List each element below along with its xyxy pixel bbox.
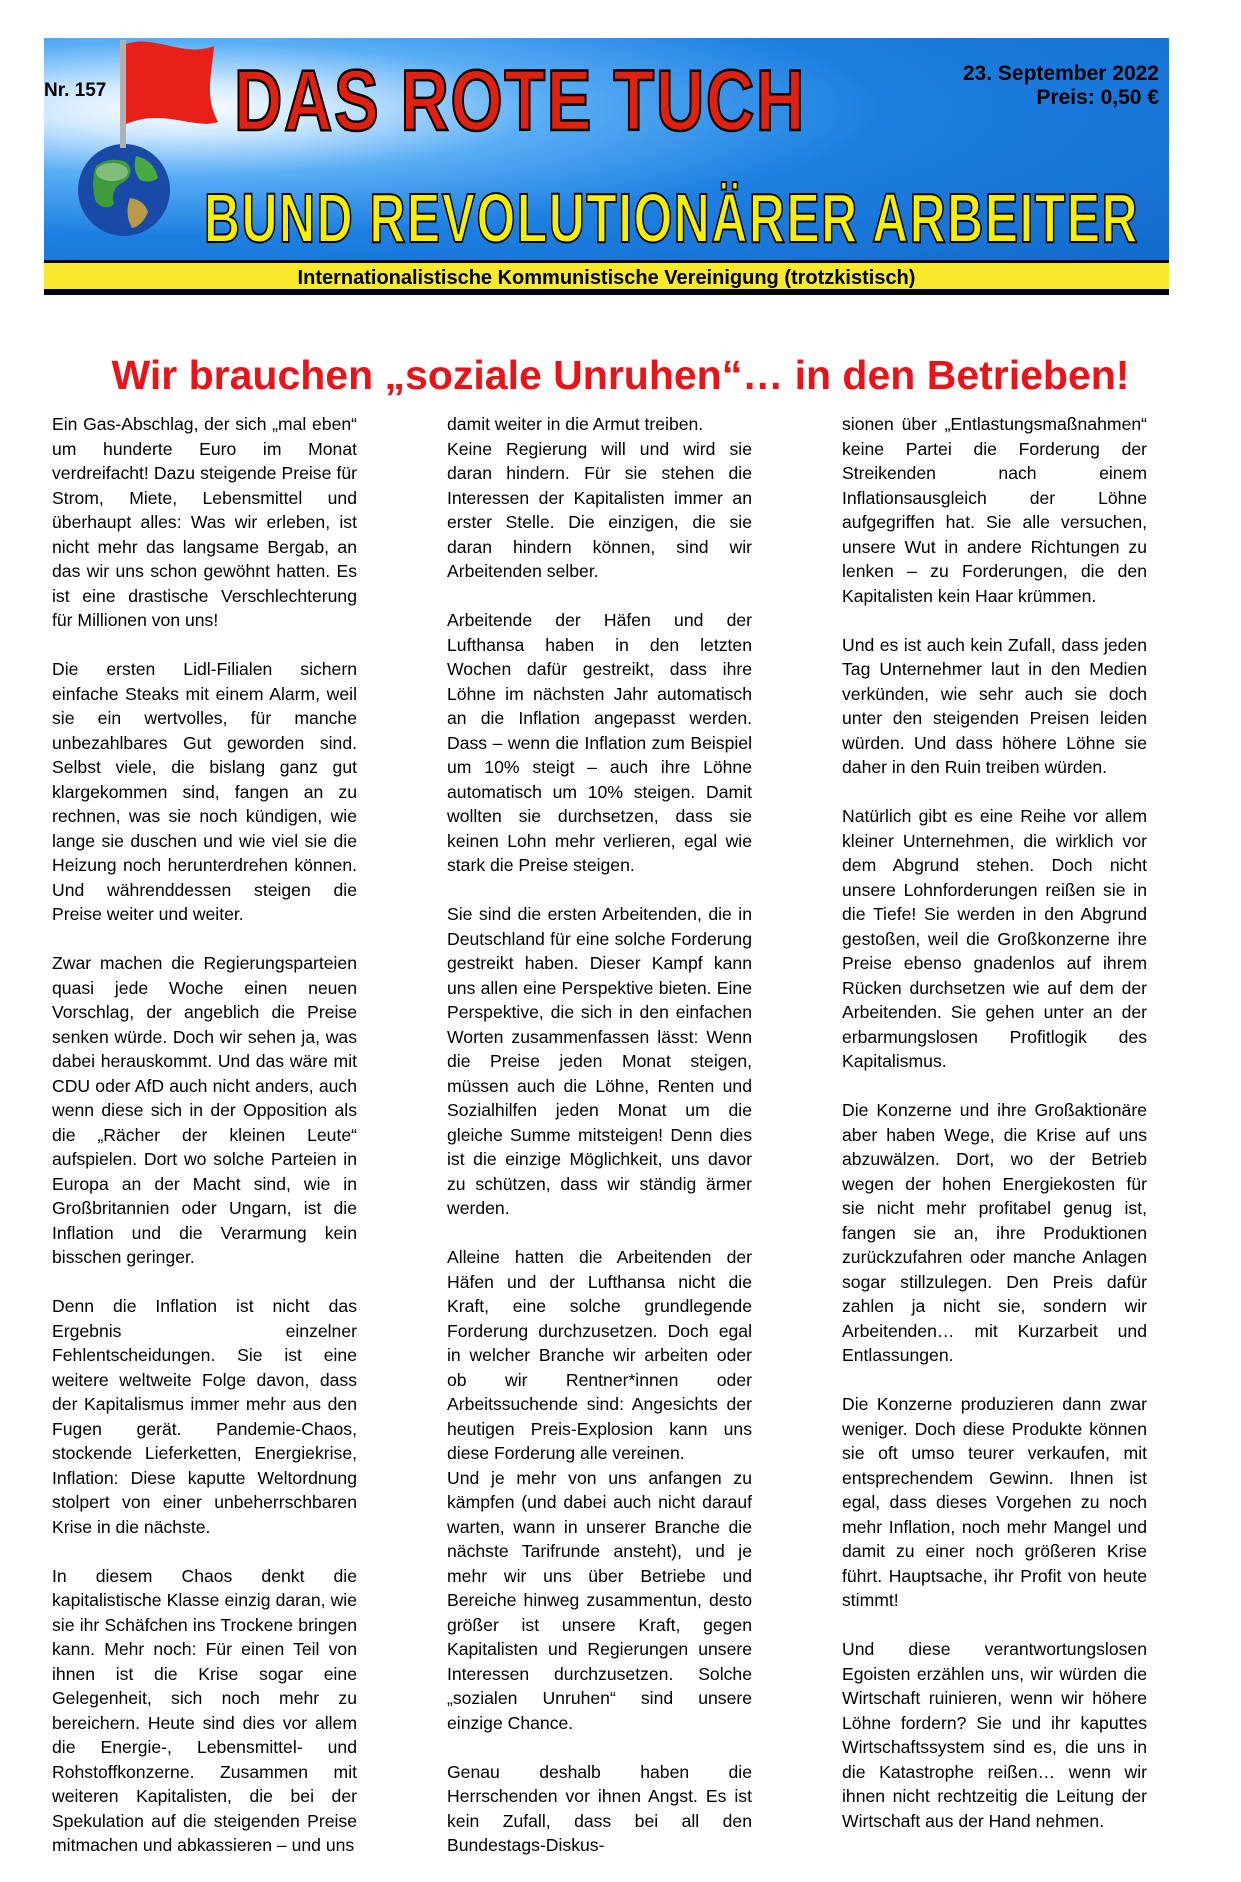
paragraph: Genau deshalb haben die Herrschenden vor ihnen Angst. Es ist kein Zufall, dass bei all den Bundestags-Diskus- xyxy=(447,1761,752,1855)
article-column-3 xyxy=(842,412,1147,1858)
masthead xyxy=(44,38,1169,290)
paragraph: In diesem Chaos denkt die kapitalistische Klasse einzig daran, wie sie ihr Schäfchen ins Trockene bringen kann. Mehr noch: Für einen Teil von ihnen ist die Krise sogar eine Gelegenheit, sich noch mehr zu bereichern. Heute sind dies vor allem die Energie-, Lebensmittel- und Rohstoffkonzerne. Zusammen mit weiteren Kapitalisten, die bei der Spekulation auf die steigenden Preise mitmachen und abkassieren – und uns xyxy=(52,1565,357,1855)
article-headline: Wir brauchen „soziale Unruhen“… in den Betrieben! xyxy=(111,352,1130,398)
paragraph: Arbeitende der Häfen und der Lufthansa haben in den letzten Wochen dafür gestreikt, dass ihre Löhne im nächsten Jahr automatisch an die Inflation angepasst werden. Dass – wenn die Inflation zum Beispiel um 10% steigt – auch ihre Löhne automatisch um 10% steigen. Damit wollten sie durchsetzen, dass sie keinen Lohn mehr verlieren, egal wie stark die Preise steigen. xyxy=(447,610,752,875)
issue-date: 23. September 2022 xyxy=(962,62,1159,85)
masthead-title: DAS ROTE TUCH xyxy=(234,53,806,149)
paragraph: Natürlich gibt es eine Reihe vor allem kleiner Unternehmen, die wirklich vor dem Abgrund stehen. Doch nicht unsere Lohnforderungen reißen sie in die Tiefe! Sie werden in den Abgrund gestoßen, weil die Großkonzerne ihre Preise ebenso gnadenlos auf ihrem Rücken durchsetzen wie auf dem der Arbeitenden. Sie gehen unter an der erbarmungslosen Profitlogik des Kapitalismus. xyxy=(842,806,1147,1071)
issue-number: Nr. 157 xyxy=(44,80,107,101)
paragraph: Die ersten Lidl-Filialen sichern einfache Steaks mit einem Alarm, weil sie ein wertvolles, für manche unbezahlbares Gut geworden sind. Selbst viele, die bislang ganz gut klargekommen sind, fangen an zu rechnen, was sie noch kündigen, wie lange sie duschen und wie viel sie die Heizung noch herunterdrehen können. Und währenddessen steigen die Preise weiter und weiter. xyxy=(52,659,357,924)
article-column-1 xyxy=(52,412,357,1882)
tagline: Internationalistische Kommunistische Vereinigung (trotzkistisch) xyxy=(297,267,916,289)
paragraph: Alleine hatten die Arbeitenden der Häfen und der Lufthansa nicht die Kraft, eine solche grundlegende Forderung durchzusetzen. Doch egal in welcher Branche wir arbeiten oder ob wir Rentner*innen oder Arbeitssuchende sind: Angesichts der heutigen Preis-Explosion kann uns diese Forderung alle vereinen. Und je mehr von uns anfangen zu kämpfen (und dabei auch nicht darauf warten, wann in unserer Branche die nächste Tarifrunde ansteht), und je mehr wir uns über Betriebe und Bereiche hinweg zusammentun, desto größer ist unsere Kraft, gegen Kapitalisten und Regierungen unsere Interessen durchzusetzen. Solche „sozialen Unruhen“ sind unsere einzige Chance. xyxy=(447,1247,752,1733)
paragraph: Und es ist auch kein Zufall, dass jeden Tag Unternehmer laut in den Medien verkünden, wie sehr auch sie doch unter den steigenden Preisen leiden würden. Und dass höhere Löhne sie daher in den Ruin treiben würden. xyxy=(842,634,1147,777)
paragraph: Zwar machen die Regierungsparteien quasi jede Woche einen neuen Vorschlag, der angeblich die Preise senken würde. Doch wir sehen ja, was dabei herauskommt. Und das wäre mit CDU oder AfD auch nicht anders, auch wenn diese sich in der Opposition als die „Rächer der kleinen Leute“ aufspielen. Dort wo solche Parteien in Europa an der Macht sind, wie in Großbritannien oder Ungarn, ist die Inflation und die Verarmung kein bisschen geringer. xyxy=(52,953,357,1267)
tagline-bar xyxy=(44,260,1169,290)
paragraph: Und diese verantwortungslosen Egoisten erzählen uns, wir würden die Wirtschaft ruinieren, wenn wir höhere Löhne fordern? Sie und ihr kaputtes Wirtschaftssystem sind es, die uns in die Katastrophe reißen… wenn wir ihnen nicht rechtzeitig die Leitung der Wirtschaft aus der Hand nehmen. xyxy=(842,1639,1147,1831)
paragraph: Die Konzerne und ihre Großaktionäre aber haben Wege, die Krise auf uns abzuwälzen. Dort, wo der Betrieb wegen der hohen Energiekosten für sie nicht mehr profitabel genug ist, fangen sie an, ihre Produktionen zurückzufahren oder manche Anlagen sogar stillzulegen. Den Preis dafür zahlen ja nicht sie, sondern wir Arbeitenden… mit Kurzarbeit und Entlassungen. xyxy=(842,1100,1147,1365)
globe-icon xyxy=(78,144,170,236)
issue-price: Preis: 0,50 € xyxy=(1036,86,1159,109)
paragraph: sionen über „Entlastungsmaßnahmen“ keine Partei die Forderung der Streikenden nach einem Inflationsausgleich der Löhne aufgegriffen hat. Sie alle versuchen, unsere Wut in andere Richtungen zu lenken – zu Forderungen, die den Kapitalisten kein Haar krümmen. xyxy=(842,414,1147,606)
paragraph: Die Konzerne produzieren dann zwar weniger. Doch diese Produkte können sie oft umso teurer verkaufen, mit entsprechendem Gewinn. Ihnen ist egal, dass dieses Vorgehen zu noch mehr Inflation, noch mehr Mangel und damit zu einer noch größeren Krise führt. Hauptsache, ihr Profit von heute stimmt! xyxy=(842,1394,1147,1610)
red-flag-icon xyxy=(120,40,218,148)
paragraph: damit weiter in die Armut treiben. Keine Regierung will und wird sie daran hindern. Für sie stehen die Interessen der Kapitalisten immer an erster Stelle. Die einzigen, die sie daran hindern können, sind wir Arbeitenden selber. xyxy=(447,414,752,581)
paragraph: Denn die Inflation ist nicht das Ergebnis einzelner Fehlentscheidungen. Sie ist eine weitere weltweite Folge davon, dass der Kapitalismus immer mehr aus den Fugen gerät. Pandemie-Chaos, stockende Lieferketten, Energiekrise, Inflation: Diese kaputte Weltordnung stolpert von einer unbeherrschbaren Krise in die nächste. xyxy=(52,1296,357,1537)
paragraph: Sie sind die ersten Arbeitenden, die in Deutschland für eine solche Forderung gestreikt haben. Dieser Kampf kann uns allen eine Perspektive bieten. Eine Perspektive, die sich in den einfachen Worten zusammenfassen lässt: Wenn die Preise jeden Monat steigen, müssen auch die Löhne, Renten und Sozialhilfen jeden Monat um die gleiche Summe mitsteigen! Denn dies ist die einzige Möglichkeit, uns davor zu schützen, dass wir ständig ärmer werden. xyxy=(447,904,752,1218)
masthead-divider xyxy=(44,289,1169,295)
masthead-subtitle: BUND REVOLUTIONÄRER ARBEITER xyxy=(204,179,1140,257)
article-column-2 xyxy=(447,412,752,1882)
paragraph: Ein Gas-Abschlag, der sich „mal eben“ um hunderte Euro im Monat verdreifacht! Dazu steigende Preise für Strom, Miete, Lebensmittel und überhaupt alles: Was wir erleben, ist nicht mehr das langsame Bergab, an das wir uns schon gewöhnt hatten. Es ist eine drastische Verschlechterung für Millionen von uns! xyxy=(52,414,357,630)
